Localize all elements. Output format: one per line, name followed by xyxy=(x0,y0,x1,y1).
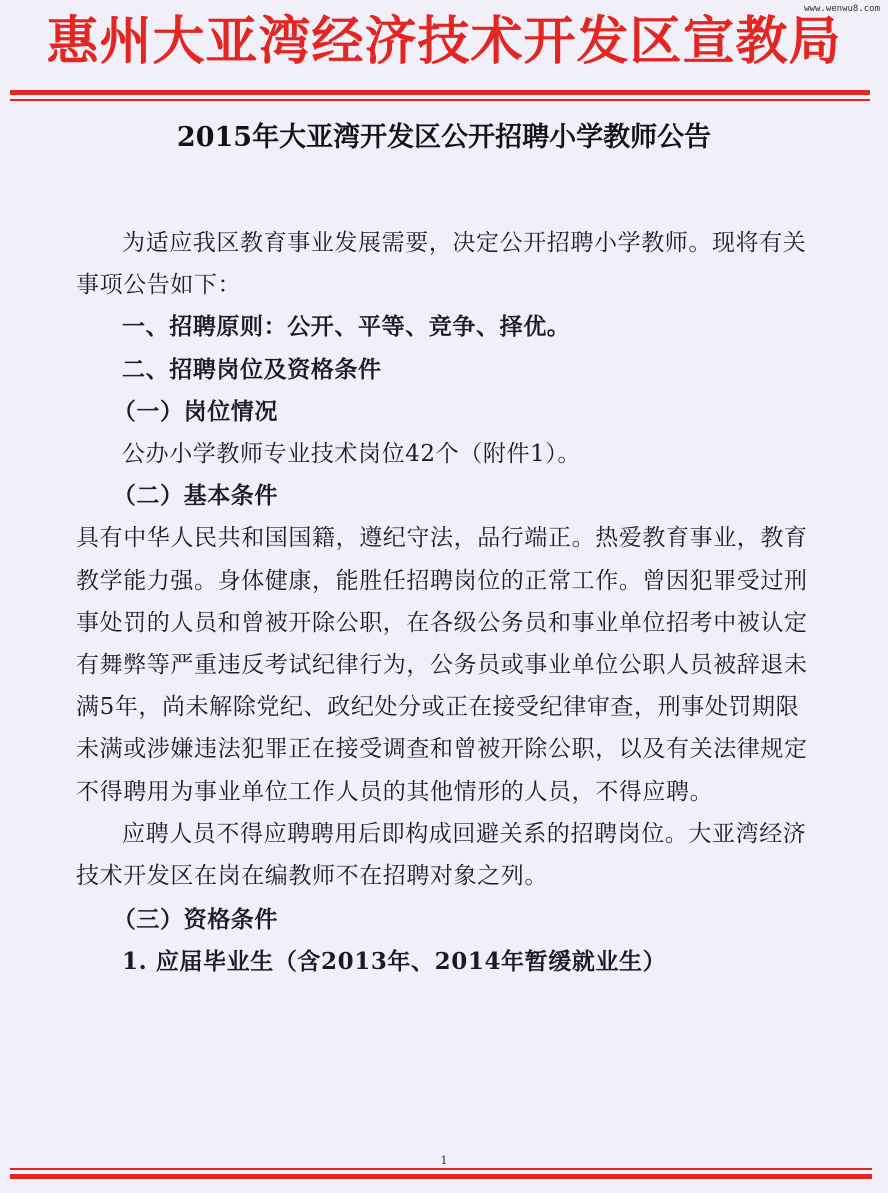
item-1-heading: 1. 应届毕业生（含2013年、2014年暂缓就业生） xyxy=(122,948,667,976)
footer-rule-thin xyxy=(10,1168,872,1170)
subsection-1-heading: （一）岗位情况 xyxy=(112,397,278,425)
footer-rule-thick xyxy=(10,1174,872,1179)
subsection-1-text: 公办小学教师专业技术岗位42个（附件1）。 xyxy=(122,441,581,468)
document-title: 2015年大亚湾开发区公开招聘小学教师公告 xyxy=(176,122,712,153)
section-1-heading: 一、招聘原则：公开、平等、竞争、择优。 xyxy=(122,313,571,341)
header-rule-thick xyxy=(10,90,870,95)
page-number: 1 xyxy=(440,1154,448,1167)
header-rule-thin xyxy=(10,99,870,101)
subsection-2-heading: （二）基本条件 xyxy=(112,482,278,510)
subsection-3-heading: （三）资格条件 xyxy=(112,906,278,934)
intro-paragraph: 为适应我区教育事业发展需要，决定公开招聘小学教师。现将有关事项公告如下： xyxy=(76,230,807,299)
section-2-heading: 二、招聘岗位及资格条件 xyxy=(122,355,382,383)
document-body xyxy=(76,222,821,984)
watermark-url: www.wenwu8.com xyxy=(804,4,880,14)
subsection-2-paragraph-2: 应聘人员不得应聘聘用后即构成回避关系的招聘岗位。大亚湾经济技术开发区在岗在编教师不在招聘对象之列。 xyxy=(76,820,807,890)
letterhead-title: 惠州大亚湾经济技术开发区宣教局 xyxy=(46,11,842,72)
subsection-2-paragraph-1: 具有中华人民共和国国籍，遵纪守法，品行端正。热爱教育事业，教育教学能力强。身体健康，能胜任招聘岗位的正常工作。曾因犯罪受过刑事处罚的人员和曾被开除公职，在各级公务员和事业单位招考中被认定有舞弊等严重违反考试纪律行为，公务员或事业单位公职人员被辞退未满5年，尚未解除党纪、政纪处分或正在接受纪律审查，刑事处罚期限未满或涉嫌违法犯罪正在接受调查和曾被开除公职，以及有关法律规定不得聘用为事业单位工作人员的其他情形的人员，不得应聘。 xyxy=(76,525,808,805)
